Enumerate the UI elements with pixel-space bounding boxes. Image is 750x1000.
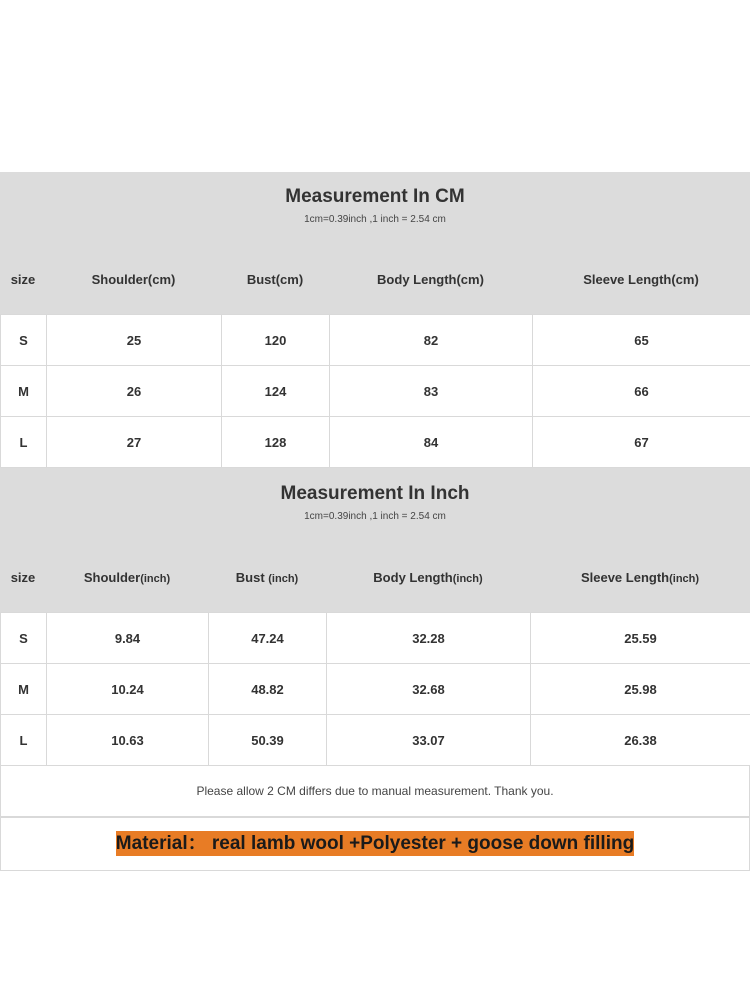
sleeve-length-cell: 65: [533, 315, 750, 366]
cm-table-title: Measurement In CM: [285, 186, 465, 207]
header-shoulder: [46, 570, 208, 585]
size-cell: S: [1, 613, 47, 664]
bust-cell: 124: [222, 366, 330, 417]
table-row: [1, 366, 750, 417]
size-cell: L: [1, 715, 47, 766]
header-label: Body Length: [373, 569, 453, 585]
header-shoulder: Shoulder(cm): [91, 271, 176, 287]
body-length-cell: 33.07: [327, 715, 531, 766]
header-label: Bust: [235, 569, 269, 585]
header-unit: (inch): [140, 572, 171, 585]
body-length-cell: 32.28: [327, 613, 531, 664]
shoulder-cell: 26: [47, 366, 222, 417]
header-size: size: [10, 271, 36, 287]
header-body-length: [326, 570, 530, 585]
table-row: [1, 315, 750, 366]
measurement-disclaimer: Please allow 2 CM differs due to manual measurement. Thank you.: [0, 766, 750, 817]
header-label: Shoulder: [83, 569, 141, 585]
shoulder-cell: 25: [47, 315, 222, 366]
sleeve-length-cell: 25.59: [531, 613, 750, 664]
table-row: [1, 417, 750, 468]
material-row: [0, 817, 750, 871]
inch-header-row: [0, 542, 750, 612]
inch-title-band: [0, 468, 750, 542]
shoulder-cell: 10.63: [47, 715, 209, 766]
header-unit: (inch): [452, 572, 483, 585]
size-chart: [0, 172, 750, 871]
header-bust: Bust(cm): [246, 271, 304, 287]
bust-cell: 120: [222, 315, 330, 366]
size-cell: M: [1, 664, 47, 715]
table-row: [1, 613, 750, 664]
body-length-cell: 82: [330, 315, 533, 366]
shoulder-cell: 10.24: [47, 664, 209, 715]
sleeve-length-cell: 67: [533, 417, 750, 468]
body-length-cell: 32.68: [327, 664, 531, 715]
table-row: [1, 715, 750, 766]
sleeve-length-cell: 66: [533, 366, 750, 417]
sleeve-length-cell: 25.98: [531, 664, 750, 715]
inch-table-title: Measurement In Inch: [280, 483, 470, 504]
header-sleeve-length: Sleeve Length(cm): [583, 271, 699, 287]
header-label: Sleeve Length: [580, 569, 670, 585]
bust-cell: 48.82: [209, 664, 327, 715]
cm-table: [0, 314, 750, 468]
bust-cell: 47.24: [209, 613, 327, 664]
header-unit: (inch): [268, 572, 299, 585]
header-unit: (inch): [669, 572, 700, 585]
inch-table: [0, 612, 750, 766]
size-cell: L: [1, 417, 47, 468]
header-size: [0, 570, 46, 585]
shoulder-cell: 9.84: [47, 613, 209, 664]
body-length-cell: 84: [330, 417, 533, 468]
material-text: Material： real lamb wool +Polyester + goose down filling: [115, 833, 635, 854]
cm-title-band: [0, 172, 750, 244]
inch-conversion-note: 1cm=0.39inch ,1 inch = 2.54 cm: [304, 511, 446, 522]
bust-cell: 50.39: [209, 715, 327, 766]
header-body-length: Body Length(cm): [377, 271, 484, 287]
cm-header-row: [0, 244, 750, 314]
header-sleeve-length: [530, 570, 750, 585]
shoulder-cell: 27: [47, 417, 222, 468]
size-cell: S: [1, 315, 47, 366]
cm-conversion-note: 1cm=0.39inch ,1 inch = 2.54 cm: [304, 214, 446, 225]
body-length-cell: 83: [330, 366, 533, 417]
bust-cell: 128: [222, 417, 330, 468]
sleeve-length-cell: 26.38: [531, 715, 750, 766]
header-label: size: [10, 569, 36, 585]
table-row: [1, 664, 750, 715]
size-cell: M: [1, 366, 47, 417]
header-bust: [208, 570, 326, 585]
